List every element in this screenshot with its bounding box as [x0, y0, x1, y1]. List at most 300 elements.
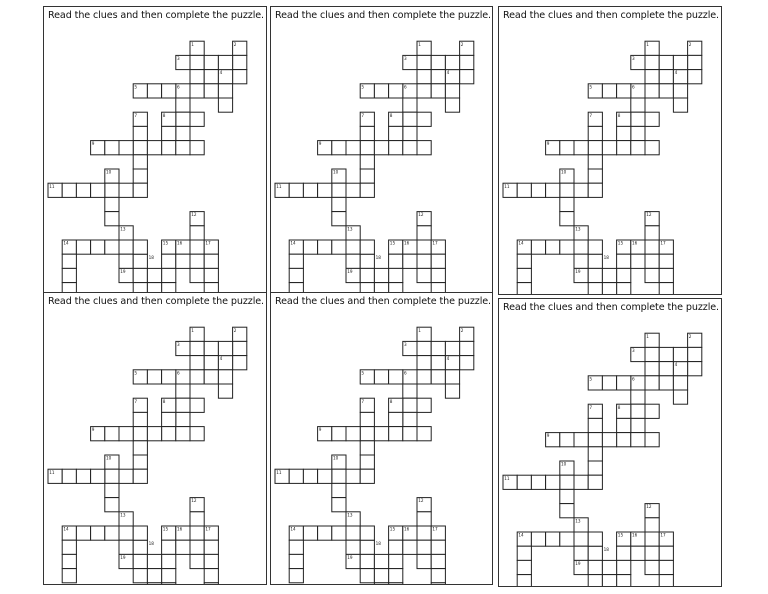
- clue-number: 13: [120, 512, 126, 518]
- crossword-cell: [62, 268, 76, 282]
- clue-number: 10: [561, 169, 567, 175]
- crossword-cell: [346, 254, 360, 268]
- crossword-cell: [133, 240, 147, 254]
- clue-number: 3: [177, 56, 180, 61]
- crossword-cell: [289, 554, 303, 568]
- crossword-cell: [602, 376, 616, 390]
- crossword-cell: [673, 98, 687, 112]
- crossword-cell: [645, 433, 659, 447]
- crossword-cell: [289, 268, 303, 282]
- crossword-cell: [318, 469, 332, 483]
- crossword-cell: [133, 569, 147, 583]
- crossword-cell: [560, 504, 574, 518]
- crossword-cell: [588, 240, 602, 254]
- crossword-cell: [389, 540, 403, 554]
- crossword-cell: [560, 240, 574, 254]
- crossword-cell: [176, 384, 190, 398]
- crossword-cell: [360, 254, 374, 268]
- crossword-cell: [588, 532, 602, 546]
- crossword-cell: [389, 583, 403, 585]
- crossword-cell: [190, 341, 204, 355]
- crossword-cell: [546, 532, 560, 546]
- crossword-cell: [105, 483, 119, 497]
- crossword-cell: [574, 240, 588, 254]
- crossword-cell: [147, 427, 161, 441]
- crossword-cell: [517, 254, 531, 268]
- clue-number: 16: [632, 240, 638, 246]
- crossword-cell: [517, 560, 531, 574]
- crossword-cell: [105, 240, 119, 254]
- crossword-cell: [431, 341, 445, 355]
- clue-number: 7: [589, 112, 593, 118]
- crossword-cell: [546, 475, 560, 489]
- crossword-cell: [105, 212, 119, 226]
- crossword-cell: [431, 84, 445, 98]
- crossword-cell: [190, 398, 204, 412]
- worksheet-instruction: Read the clues and then complete the puzzle.: [48, 296, 265, 307]
- crossword-cell: [147, 554, 161, 568]
- crossword-cell: [303, 183, 317, 197]
- crossword-cell: [76, 183, 90, 197]
- crossword-cell: [417, 268, 431, 282]
- crossword-worksheet: [270, 6, 493, 295]
- clue-number: 4: [446, 70, 450, 76]
- clue-number: 12: [418, 498, 424, 504]
- crossword-cell: [417, 540, 431, 554]
- clue-number: 4: [219, 356, 223, 362]
- crossword-cell: [645, 240, 659, 254]
- crossword-cell: [659, 268, 673, 282]
- crossword-cell: [645, 141, 659, 155]
- crossword-cell: [531, 240, 545, 254]
- crossword-cell: [574, 532, 588, 546]
- crossword-cell: [332, 427, 346, 441]
- crossword-cell: [332, 498, 346, 512]
- clue-number: 5: [361, 84, 365, 90]
- worksheet-instruction: Read the clues and then complete the puzzle.: [275, 296, 492, 307]
- crossword-cell: [176, 126, 190, 140]
- crossword-cell: [617, 268, 631, 282]
- crossword-cell: [360, 268, 374, 282]
- clue-number: 11: [504, 475, 510, 481]
- crossword-cell: [204, 583, 218, 585]
- crossword-cell: [332, 483, 346, 497]
- clue-number: 8: [389, 112, 393, 118]
- crossword-cell: [332, 183, 346, 197]
- crossword-cell: [133, 169, 147, 183]
- clue-number: 6: [632, 84, 635, 90]
- crossword-cell: [417, 341, 431, 355]
- crossword-cell: [133, 141, 147, 155]
- crossword-cell: [688, 70, 702, 84]
- crossword-cell: [190, 70, 204, 84]
- clue-number: 12: [646, 212, 652, 218]
- crossword-cell: [617, 84, 631, 98]
- crossword-cell: [588, 254, 602, 268]
- clue-number: 6: [404, 370, 407, 376]
- clue-number: 19: [120, 555, 126, 560]
- crossword-cell: [560, 475, 574, 489]
- crossword-cell: [560, 183, 574, 197]
- clue-number: 7: [589, 404, 593, 410]
- crossword-cell: [133, 455, 147, 469]
- crossword-cell: [162, 569, 176, 583]
- crossword-cell: [631, 546, 645, 560]
- crossword-cell: [147, 569, 161, 583]
- crossword-cell: [631, 390, 645, 404]
- clue-number: 15: [617, 532, 624, 538]
- crossword-cell: [631, 141, 645, 155]
- crossword-cell: [360, 126, 374, 140]
- crossword-cell: [645, 404, 659, 418]
- crossword-cell: [431, 569, 445, 583]
- crossword-cell: [431, 55, 445, 69]
- clue-number: 1: [646, 41, 649, 47]
- crossword-cell: [360, 427, 374, 441]
- crossword-cell: [105, 141, 119, 155]
- clue-number: 14: [63, 526, 69, 532]
- crossword-cell: [645, 112, 659, 126]
- crossword-cell: [76, 526, 90, 540]
- crossword-cell: [62, 554, 76, 568]
- crossword-cell: [688, 55, 702, 69]
- crossword-cell: [147, 268, 161, 282]
- crossword-cell: [360, 240, 374, 254]
- clue-number: 17: [432, 240, 438, 246]
- clue-number: 18: [603, 254, 609, 260]
- crossword-cell: [517, 475, 531, 489]
- crossword-cell: [133, 427, 147, 441]
- crossword-cell: [133, 254, 147, 268]
- worksheet-instruction: Read the clues and then complete the puzzle.: [503, 302, 720, 313]
- crossword-cell: [374, 569, 388, 583]
- crossword-cell: [360, 554, 374, 568]
- crossword-cell: [617, 575, 631, 587]
- clue-number: 5: [134, 84, 138, 90]
- crossword-cell: [645, 84, 659, 98]
- crossword-cell: [119, 469, 133, 483]
- clue-number: 6: [177, 84, 180, 90]
- crossword-cell: [346, 240, 360, 254]
- crossword-cell: [119, 526, 133, 540]
- crossword-cell: [119, 540, 133, 554]
- crossword-cell: [460, 70, 474, 84]
- clue-number: 5: [361, 370, 365, 376]
- crossword-cell: [588, 560, 602, 574]
- crossword-cell: [574, 546, 588, 560]
- crossword-cell: [147, 370, 161, 384]
- crossword-cell: [517, 546, 531, 560]
- crossword-worksheet: [270, 292, 493, 585]
- crossword-cell: [659, 84, 673, 98]
- crossword-cell: [204, 554, 218, 568]
- crossword-cell: [119, 427, 133, 441]
- crossword-cell: [133, 126, 147, 140]
- clue-number: 10: [333, 169, 339, 175]
- crossword-cell: [617, 126, 631, 140]
- crossword-cell: [133, 183, 147, 197]
- crossword-cell: [617, 546, 631, 560]
- crossword-cell: [688, 362, 702, 376]
- crossword-cell: [588, 183, 602, 197]
- crossword-cell: [417, 398, 431, 412]
- crossword-cell: [303, 240, 317, 254]
- crossword-cell: [588, 155, 602, 169]
- crossword-cell: [233, 341, 247, 355]
- crossword-cell: [204, 254, 218, 268]
- crossword-cell: [389, 427, 403, 441]
- crossword-cell: [673, 347, 687, 361]
- crossword-cell: [659, 575, 673, 587]
- crossword-cell: [318, 183, 332, 197]
- clue-number: 9: [546, 141, 550, 147]
- clue-number: 8: [389, 398, 393, 404]
- clue-number: 6: [404, 84, 407, 90]
- crossword-cell: [560, 141, 574, 155]
- crossword-cell: [105, 197, 119, 211]
- clue-number: 4: [446, 356, 450, 362]
- crossword-cell: [574, 183, 588, 197]
- crossword-cell: [403, 427, 417, 441]
- crossword-cell: [176, 412, 190, 426]
- crossword-cell: [162, 141, 176, 155]
- crossword-cell: [233, 55, 247, 69]
- crossword-cell: [389, 268, 403, 282]
- clue-number: 9: [318, 141, 322, 147]
- crossword-cell: [119, 183, 133, 197]
- clue-number: 19: [575, 269, 581, 274]
- crossword-cell: [332, 526, 346, 540]
- crossword-cell: [588, 475, 602, 489]
- crossword-cell: [560, 489, 574, 503]
- crossword-cell: [289, 569, 303, 583]
- crossword-cell: [162, 84, 176, 98]
- crossword-cell: [417, 554, 431, 568]
- crossword-cell: [588, 141, 602, 155]
- crossword-cell: [360, 569, 374, 583]
- clue-number: 12: [418, 212, 424, 218]
- crossword-cell: [233, 356, 247, 370]
- crossword-cell: [631, 112, 645, 126]
- clue-number: 3: [177, 342, 180, 347]
- crossword-cell: [360, 155, 374, 169]
- crossword-cell: [190, 512, 204, 526]
- crossword-worksheet: [43, 6, 267, 295]
- crossword-cell: [445, 84, 459, 98]
- crossword-cell: [204, 569, 218, 583]
- crossword-cell: [204, 370, 218, 384]
- crossword-cell: [233, 70, 247, 84]
- crossword-cell: [517, 268, 531, 282]
- crossword-cell: [673, 390, 687, 404]
- clue-number: 10: [561, 461, 567, 467]
- crossword-cell: [374, 268, 388, 282]
- clue-number: 15: [389, 526, 396, 532]
- crossword-cell: [133, 155, 147, 169]
- clue-number: 8: [162, 398, 166, 404]
- crossword-cell: [162, 268, 176, 282]
- clue-number: 3: [632, 348, 635, 353]
- clue-number: 12: [646, 504, 652, 510]
- clue-number: 2: [688, 333, 692, 339]
- crossword-cell: [631, 126, 645, 140]
- crossword-cell: [602, 84, 616, 98]
- crossword-cell: [403, 112, 417, 126]
- crossword-cell: [119, 141, 133, 155]
- crossword-cell: [360, 183, 374, 197]
- crossword-cell: [162, 126, 176, 140]
- crossword-cell: [645, 518, 659, 532]
- crossword-cell: [190, 268, 204, 282]
- crossword-cell: [688, 347, 702, 361]
- worksheet-instruction: Read the clues and then complete the puzzle.: [48, 10, 265, 21]
- clue-number: 16: [404, 240, 410, 246]
- crossword-cell: [162, 254, 176, 268]
- crossword-cell: [374, 427, 388, 441]
- crossword-cell: [588, 169, 602, 183]
- crossword-cell: [431, 583, 445, 585]
- crossword-cell: [91, 240, 105, 254]
- crossword-cell: [332, 469, 346, 483]
- crossword-cell: [431, 254, 445, 268]
- crossword-cell: [645, 55, 659, 69]
- crossword-cell: [403, 141, 417, 155]
- clue-number: 14: [63, 240, 69, 246]
- crossword-cell: [602, 283, 616, 295]
- crossword-cell: [346, 540, 360, 554]
- crossword-cell: [176, 254, 190, 268]
- crossword-cell: [346, 526, 360, 540]
- crossword-cell: [62, 569, 76, 583]
- crossword-cell: [617, 433, 631, 447]
- clue-number: 4: [219, 70, 223, 76]
- clue-number: 19: [347, 555, 353, 560]
- crossword-cell: [617, 376, 631, 390]
- crossword-cell: [218, 55, 232, 69]
- crossword-grid: [271, 293, 493, 585]
- crossword-cell: [531, 532, 545, 546]
- crossword-cell: [631, 404, 645, 418]
- clue-number: 3: [632, 56, 635, 61]
- clue-number: 5: [589, 84, 593, 90]
- clue-number: 15: [389, 240, 396, 246]
- crossword-cell: [574, 254, 588, 268]
- clue-number: 19: [347, 269, 353, 274]
- crossword-cell: [62, 254, 76, 268]
- crossword-cell: [105, 498, 119, 512]
- clue-number: 13: [347, 226, 353, 232]
- crossword-cell: [588, 546, 602, 560]
- crossword-cell: [76, 240, 90, 254]
- clue-number: 10: [106, 455, 112, 461]
- crossword-cell: [560, 532, 574, 546]
- crossword-cell: [645, 268, 659, 282]
- crossword-cell: [631, 433, 645, 447]
- crossword-cell: [204, 84, 218, 98]
- clue-number: 8: [162, 112, 166, 118]
- crossword-cell: [531, 183, 545, 197]
- worksheet-instruction: Read the clues and then complete the puzzle.: [275, 10, 492, 21]
- clue-number: 2: [460, 41, 464, 47]
- clue-number: 9: [91, 141, 95, 147]
- crossword-cell: [190, 427, 204, 441]
- crossword-cell: [218, 370, 232, 384]
- crossword-cell: [588, 418, 602, 432]
- crossword-cell: [431, 356, 445, 370]
- crossword-cell: [147, 141, 161, 155]
- crossword-cell: [204, 540, 218, 554]
- crossword-cell: [389, 254, 403, 268]
- crossword-cell: [617, 560, 631, 574]
- clue-number: 11: [276, 469, 282, 475]
- crossword-cell: [403, 384, 417, 398]
- crossword-cell: [190, 226, 204, 240]
- clue-number: 19: [120, 269, 126, 274]
- crossword-cell: [546, 240, 560, 254]
- crossword-cell: [673, 84, 687, 98]
- clue-number: 15: [162, 526, 169, 532]
- crossword-cell: [602, 433, 616, 447]
- crossword-cell: [303, 526, 317, 540]
- crossword-cell: [76, 469, 90, 483]
- crossword-cell: [133, 268, 147, 282]
- crossword-cell: [289, 183, 303, 197]
- crossword-cell: [574, 141, 588, 155]
- clue-number: 2: [688, 41, 692, 47]
- crossword-cell: [389, 141, 403, 155]
- crossword-cell: [417, 112, 431, 126]
- crossword-cell: [417, 70, 431, 84]
- crossword-cell: [417, 141, 431, 155]
- clue-number: 9: [546, 433, 550, 439]
- crossword-cell: [602, 268, 616, 282]
- worksheet-instruction: Read the clues and then complete the puzzle.: [503, 10, 720, 21]
- crossword-cell: [560, 212, 574, 226]
- crossword-cell: [218, 384, 232, 398]
- crossword-cell: [176, 427, 190, 441]
- clue-number: 18: [375, 540, 381, 546]
- crossword-cell: [332, 141, 346, 155]
- crossword-cell: [588, 268, 602, 282]
- crossword-cell: [176, 98, 190, 112]
- crossword-cell: [445, 384, 459, 398]
- crossword-cell: [460, 341, 474, 355]
- crossword-cell: [417, 226, 431, 240]
- crossword-cell: [346, 469, 360, 483]
- crossword-cell: [431, 268, 445, 282]
- crossword-cell: [374, 84, 388, 98]
- crossword-cell: [546, 183, 560, 197]
- crossword-cell: [445, 341, 459, 355]
- clue-number: 16: [177, 526, 183, 532]
- crossword-cell: [645, 362, 659, 376]
- clue-number: 13: [347, 512, 353, 518]
- crossword-cell: [176, 398, 190, 412]
- crossword-cell: [289, 254, 303, 268]
- crossword-cell: [417, 512, 431, 526]
- crossword-cell: [659, 70, 673, 84]
- crossword-cell: [403, 98, 417, 112]
- crossword-cell: [417, 254, 431, 268]
- crossword-cell: [588, 433, 602, 447]
- crossword-grid: [499, 299, 722, 587]
- crossword-cell: [417, 427, 431, 441]
- crossword-cell: [431, 554, 445, 568]
- crossword-cell: [133, 554, 147, 568]
- clue-number: 16: [177, 240, 183, 246]
- crossword-cell: [588, 126, 602, 140]
- crossword-cell: [645, 560, 659, 574]
